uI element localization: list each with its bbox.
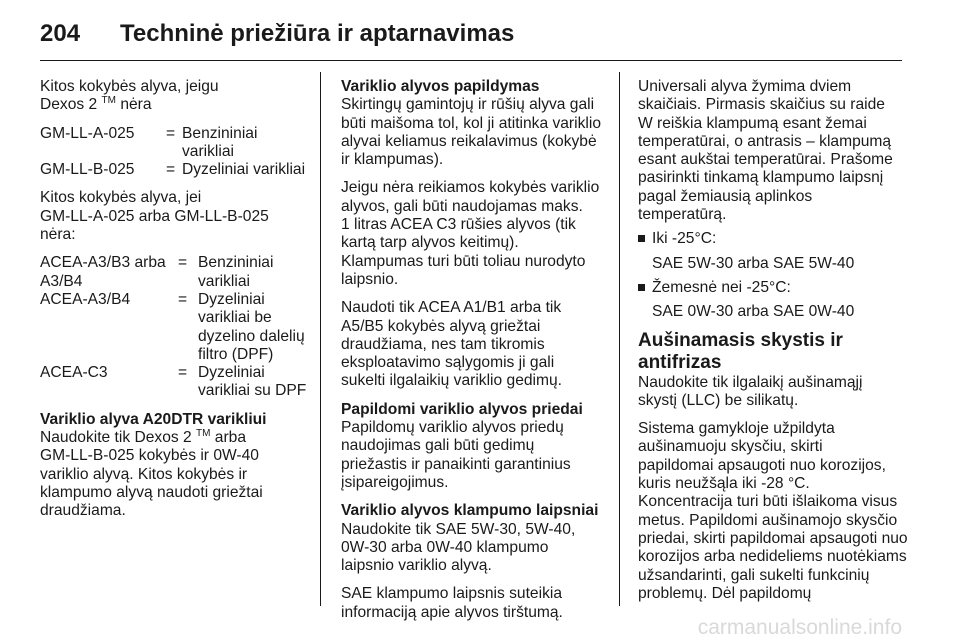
header-rule	[40, 60, 902, 61]
paragraph: Naudokite tik ilgalaikį aušinamąjį skystį (LLC) be silikatų.	[638, 373, 863, 409]
table-row: ACEA-C3 = Dyzeliniai varikliai su DPF	[40, 364, 307, 400]
paragraph: Jeigu nėra reikiamos kokybės variklio alyvos, gali būti naudojamas maks. 1 litras ACEA C3 rūšies alyvos (tik kartą tarp alyvos keitimų). Klampumas turi būti toliau nurodyto laipsnio.	[341, 179, 600, 288]
square-bullet-icon	[638, 235, 645, 242]
column-divider	[320, 72, 321, 606]
column-1	[40, 78, 308, 531]
acea-spec-table	[40, 254, 308, 400]
paragraph: Naudoti tik ACEA A1/B1 arba tik A5/B5 kokybės alyvą griežtai draudžiama, nes tam tikromis eksploatavimo sąlygomis ji gali sukelti ilgalaikių variklio gedimų.	[341, 299, 563, 390]
paragraph: SAE klampumo laipsnis suteikia informaciją apie alyvos tirštumą.	[341, 585, 563, 621]
list-item: Žemesnė nei -25°C: SAE 0W-30 arba SAE 0W-40	[638, 279, 908, 322]
page-title: Techninė priežiūra ir aptarnavimas	[120, 20, 515, 47]
paragraph: Sistema gamykloje užpildyta aušinamuoju skysčiu, skirti papildomai apsaugoti nuo korozijos, kuris neužšąla iki -28 °C. Koncentracija turi būti išlaikoma visus metus. Papildomi aušinamojo skysčio priedai, skirti papildomai apsaugoti nuo korozijos arba nedideliems nuotėkiams užsandarinti, gali sukelti funkcinių problemų. Dėl papildomų	[638, 420, 908, 602]
table-row: GM-LL-B-025 = Dyzeliniai varikliai	[40, 161, 306, 179]
paragraph: Skirtingų gamintojų ir rūšių alyva gali būti maišoma tol, kol ji atitinka variklio alyvai keliamus reikalavimus (kokybė ir klampumas).	[341, 96, 601, 169]
paragraph: Naudokite tik SAE 5W-30, 5W-40, 0W-30 arba 0W-40 klampumo laipsnio variklio alyvą.	[341, 520, 576, 575]
square-bullet-icon	[638, 284, 645, 291]
section-heading: Variklio alyvos klampumo laipsniai	[341, 502, 599, 520]
section-heading: Variklio alyvos papildymas	[341, 78, 540, 95]
column-2	[341, 78, 609, 632]
list-item: Iki -25°C: SAE 5W-30 arba SAE 5W-40	[638, 230, 908, 273]
oil-spec-table	[40, 125, 308, 180]
paragraph: Universali alyva žymima dviem skaičiais. Pirmasis skaičius su raide W reiškia klampumą esant žemai temperatūrai, o antrasis – klampumą esant aukštai temperatūrai. Prašome pasirinkti tinkamą klampumo laipsnį pagal žemiausią aplinkos temperatūrą.	[638, 78, 893, 224]
column-divider	[619, 72, 620, 606]
paragraph: Papildomų variklio alyvos priedų naudojimas gali būti gedimų priežastis ir panaikinti garantinius įsipareigojimus.	[341, 419, 571, 491]
table-row: GM-LL-A-025 = Benzininiai varikliai	[40, 124, 258, 160]
section-heading: Variklio alyva A20DTR varikliui	[40, 410, 267, 428]
section-heading: Aušinamasis skystis ir antifrizas	[638, 329, 843, 373]
paragraph: Kitos kokybės alyva, jeigu Dexos 2 ™ nėra	[40, 78, 219, 114]
page-number: 204	[40, 20, 81, 47]
watermark: carmanualsonline.info	[697, 616, 902, 639]
column-3	[638, 78, 908, 603]
paragraph: Naudokite tik Dexos 2 ™ arba GM-LL-B-025 kokybės ir 0W-40 variklio alyvą. Kitos kokybės ir klampumo alyvą naudoti griežtai draudžiama.	[40, 427, 263, 520]
page-header	[40, 14, 902, 58]
table-row: ACEA-A3/B4 = Dyzeliniai varikliai be dyzelino dalelių filtro (DPF)	[40, 290, 305, 363]
section-heading: Papildomi variklio alyvos priedai	[341, 400, 583, 418]
temperature-list	[638, 230, 908, 321]
table-row: ACEA-A3/B3 arba A3/B4 = Benzininiai varikliai	[40, 254, 274, 290]
paragraph: Kitos kokybės alyva, jei GM-LL-A-025 arba GM-LL-B-025 nėra:	[40, 189, 269, 244]
